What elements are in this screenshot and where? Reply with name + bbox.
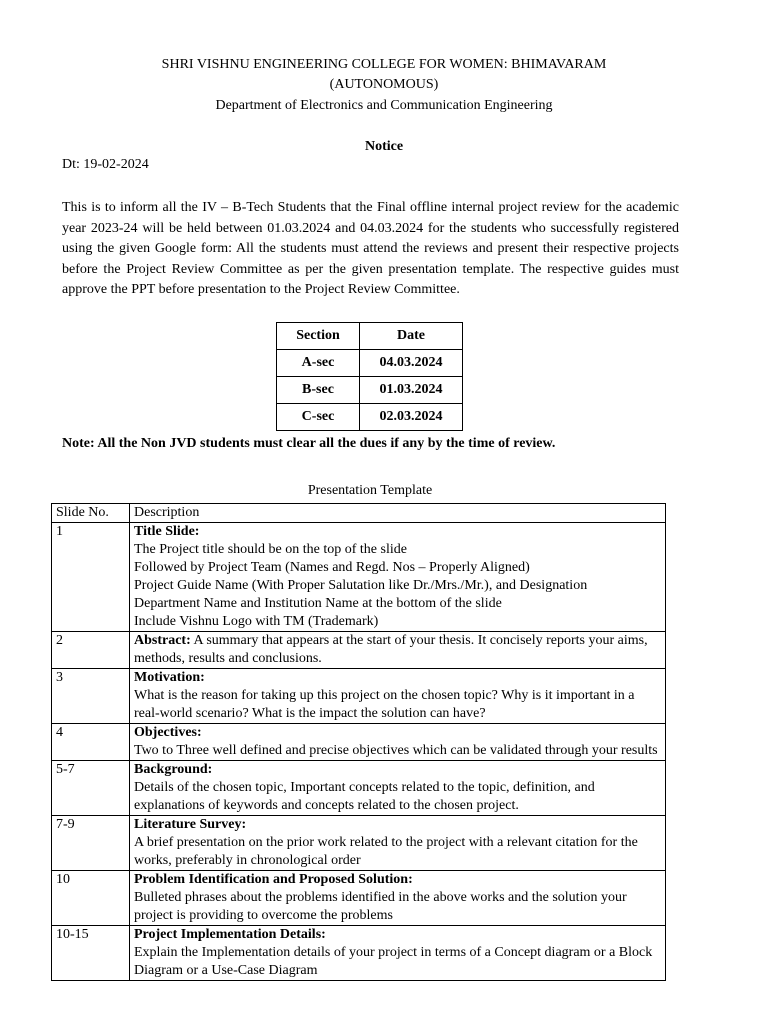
template-row [52,761,666,816]
schedule-header-row [277,323,463,350]
template-body [52,523,666,981]
template-header-slide: Slide No. [52,504,130,523]
template-row [52,871,666,926]
schedule-section: C-sec [277,404,360,431]
schedule-header-date: Date [360,323,463,350]
schedule-row [277,377,463,404]
slide-description-line: Project Guide Name (With Proper Salutation like Dr./Mrs./Mr.), and Designation [134,578,588,593]
slide-number: 3 [52,669,130,724]
template-row [52,724,666,761]
slide-heading: Background: [134,762,213,777]
slide-description [130,669,666,724]
department-name: Department of Electronics and Communication Engineering [215,98,553,113]
slide-heading: Objectives: [134,725,202,740]
notice-title: Notice [364,139,404,154]
template-row [52,523,666,632]
slide-heading: Abstract: [134,633,191,648]
slide-description-line: Details of the chosen topic, Important concepts related to the topic, definition, and explanations of keywords and concepts related to the chosen project. [134,780,595,813]
slide-description-line: Bulleted phrases about the problems identified in the above works and the solution your project is providing to overcome the problems [134,890,627,923]
slide-description [130,871,666,926]
slide-description [130,724,666,761]
slide-description [130,523,666,632]
slide-description-line: Two to Three well defined and precise objectives which can be validated through your results [134,743,658,758]
slide-description-line: Include Vishnu Logo with TM (Trademark) [134,614,379,629]
schedule-date: 01.03.2024 [360,377,463,404]
slide-heading: Project Implementation Details: [134,927,326,942]
slide-number: 2 [52,632,130,669]
slide-description-line: What is the reason for taking up this project on the chosen topic? Why is it important in a real-world scenario? What is the impact the solution can have? [134,688,635,721]
slide-description-line: Department Name and Institution Name at the bottom of the slide [134,596,502,611]
slide-number: 5-7 [52,761,130,816]
schedule-table [276,322,463,431]
slide-number: 10 [52,871,130,926]
template-header-row [52,504,666,523]
slide-description-line: Followed by Project Team (Names and Regd. Nos – Properly Aligned) [134,560,530,575]
dues-note: Note: All the Non JVD students must clear all the dues if any by the time of review. [62,436,556,451]
slide-description [130,926,666,981]
schedule-section: A-sec [277,350,360,377]
slide-number: 1 [52,523,130,632]
template-header-description: Description [130,504,666,523]
template-row [52,926,666,981]
slide-inline-text: A summary that appears at the start of your thesis. It concisely reports your aims, methods, results and conclusions. [134,633,648,666]
notice-paragraph: This is to inform all the IV – B-Tech Students that the Final offline internal project review for the academic year 2023-24 will be held between 01.03.2024 and 04.03.2024 for the students who successfully registered using the given Google form: All the students must attend the reviews and present their respective projects before the Project Review Committee as per the given presentation template. The respective guides must approve the PPT before presentation to the Project Review Committee. [62,200,679,298]
slide-heading: Title Slide: [134,524,200,539]
schedule-row [277,404,463,431]
template-title: Presentation Template [307,483,433,498]
template-row [52,816,666,871]
slide-heading: Problem Identification and Proposed Solution: [134,872,413,887]
presentation-template-table [51,503,666,981]
college-name: SHRI VISHNU ENGINEERING COLLEGE FOR WOMEN: BHIMAVARAM [161,57,607,72]
slide-description-line: The Project title should be on the top of the slide [134,542,407,557]
template-row [52,669,666,724]
schedule-row [277,350,463,377]
slide-description [130,632,666,669]
slide-number: 4 [52,724,130,761]
notice-date: Dt: 19-02-2024 [62,157,149,172]
slide-heading: Literature Survey: [134,817,247,832]
slide-heading: Motivation: [134,670,205,685]
autonomous-status: (AUTONOMOUS) [329,77,439,92]
slide-number: 10-15 [52,926,130,981]
schedule-date: 02.03.2024 [360,404,463,431]
slide-description-line: A brief presentation on the prior work related to the project with a relevant citation for the works, preferably in chronological order [134,835,638,868]
slide-number: 7-9 [52,816,130,871]
schedule-header-section: Section [277,323,360,350]
slide-description [130,761,666,816]
schedule-section: B-sec [277,377,360,404]
template-row [52,632,666,669]
schedule-date: 04.03.2024 [360,350,463,377]
slide-description-line: Explain the Implementation details of your project in terms of a Concept diagram or a Block Diagram or a Use-Case Diagram [134,945,653,978]
slide-description [130,816,666,871]
